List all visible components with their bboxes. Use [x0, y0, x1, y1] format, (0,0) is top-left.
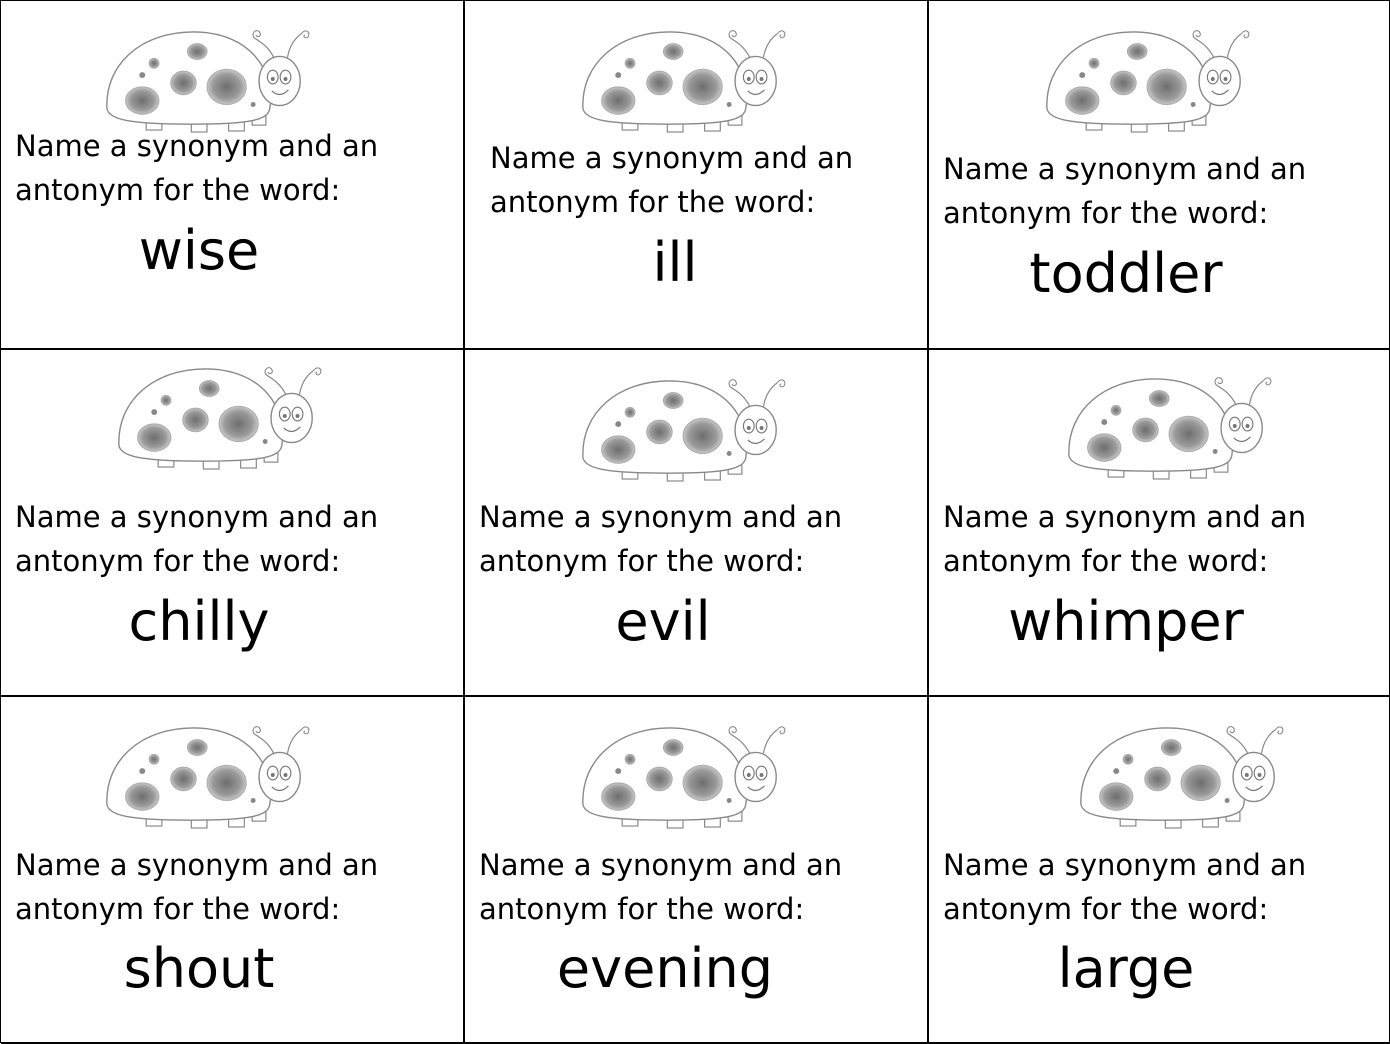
prompt-text — [15, 495, 378, 583]
prompt-line-1: Name a synonym and an — [15, 848, 379, 882]
prompt-line-2: antonym for the word: — [15, 544, 341, 578]
prompt-line-1: Name a synonym and an — [15, 129, 379, 163]
prompt-text — [490, 136, 853, 224]
prompt-text — [15, 843, 378, 931]
card-whimper — [929, 350, 1390, 697]
prompt-text — [943, 495, 1306, 583]
card-toddler — [929, 1, 1390, 350]
prompt-line-1: Name a synonym and an — [943, 500, 1307, 534]
prompt-text — [943, 147, 1306, 235]
prompt-line-1: Name a synonym and an — [490, 141, 854, 175]
ladybug-illustration — [115, 360, 325, 472]
prompt-line-2: antonym for the word: — [943, 892, 1269, 926]
card-chilly — [1, 350, 465, 697]
prompt-text — [479, 495, 842, 583]
card-large — [929, 697, 1390, 1044]
target-word: toddler — [1029, 242, 1223, 305]
ladybug-illustration — [1065, 370, 1275, 482]
ladybug-illustration — [1077, 719, 1287, 831]
prompt-line-2: antonym for the word: — [490, 185, 816, 219]
prompt-line-1: Name a synonym and an — [943, 848, 1307, 882]
ladybug-illustration — [103, 23, 313, 135]
ladybug-illustration — [103, 719, 313, 831]
card-wise — [1, 1, 465, 350]
prompt-line-2: antonym for the word: — [479, 892, 805, 926]
prompt-line-1: Name a synonym and an — [15, 500, 379, 534]
ladybug-illustration — [579, 23, 789, 135]
card-ill — [465, 1, 929, 350]
ladybug-illustration — [579, 719, 789, 831]
target-word: evening — [556, 937, 774, 1000]
target-word: large — [1057, 937, 1195, 1000]
target-word: ill — [652, 231, 698, 294]
card-shout — [1, 697, 465, 1044]
prompt-line-1: Name a synonym and an — [479, 500, 843, 534]
target-word: shout — [123, 937, 275, 1000]
prompt-text — [479, 843, 842, 931]
prompt-text — [15, 124, 378, 212]
prompt-line-2: antonym for the word: — [15, 892, 341, 926]
prompt-text — [943, 843, 1306, 931]
ladybug-illustration — [1043, 23, 1253, 135]
prompt-line-1: Name a synonym and an — [943, 152, 1307, 186]
target-word: evil — [615, 590, 711, 653]
target-word: wise — [138, 219, 260, 282]
prompt-line-2: antonym for the word: — [943, 196, 1269, 230]
target-word: chilly — [128, 590, 270, 653]
prompt-line-2: antonym for the word: — [943, 544, 1269, 578]
ladybug-illustration — [579, 372, 789, 484]
prompt-line-1: Name a synonym and an — [479, 848, 843, 882]
prompt-line-2: antonym for the word: — [15, 173, 341, 207]
card-evil — [465, 350, 929, 697]
prompt-line-2: antonym for the word: — [479, 544, 805, 578]
card-evening — [465, 697, 929, 1044]
target-word: whimper — [1008, 590, 1244, 653]
